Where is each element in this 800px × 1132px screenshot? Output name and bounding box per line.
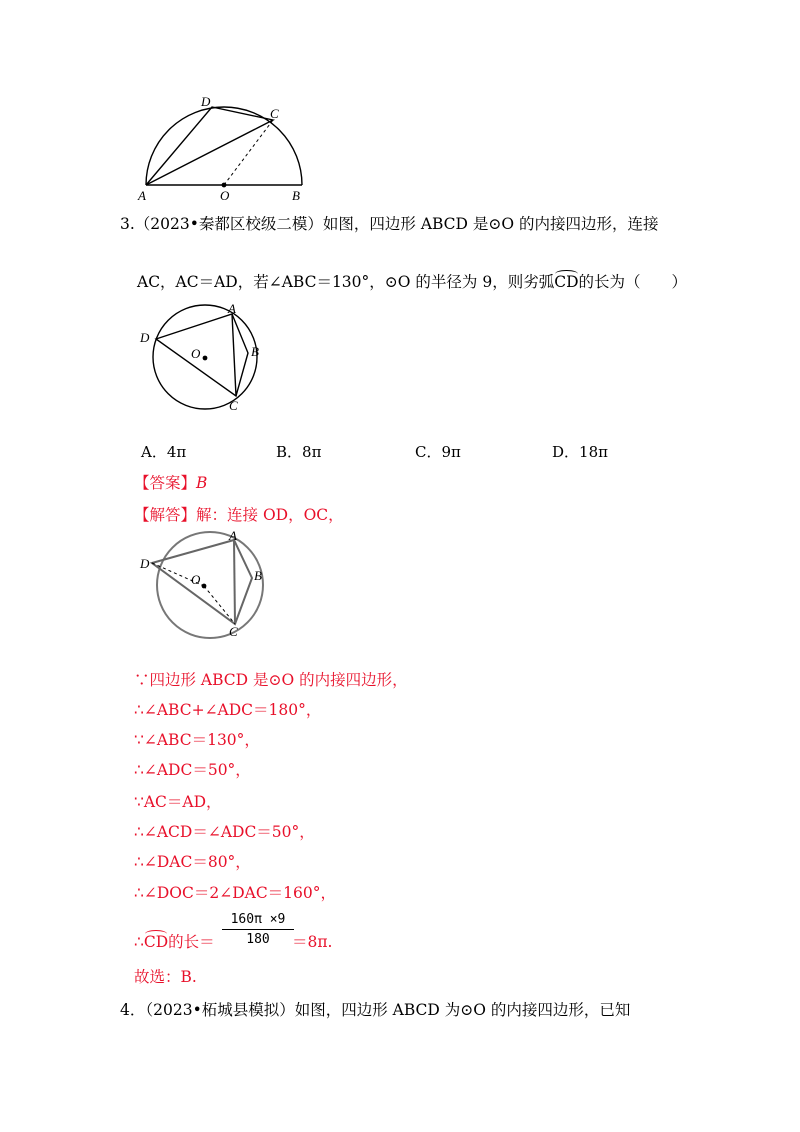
solution-step-7: ∴∠DAC＝80°，: [134, 853, 251, 871]
label-A: A: [138, 188, 146, 203]
solution-step-4: ∴∠ADC＝50°，: [134, 761, 251, 779]
svg-text:A: A: [229, 528, 237, 543]
q3-text-line1: （2023•秦都区校级二模）如图，四边形 ABCD 是⊙O 的内接四边形，连接: [134, 215, 659, 233]
fraction-denominator: 180: [246, 932, 270, 947]
answer-value: B: [196, 474, 208, 492]
answer-label: 【答案】: [134, 474, 197, 492]
option-c: C．9π: [415, 443, 461, 461]
label-O: O: [220, 188, 230, 203]
final-result: ＝8π.: [292, 933, 333, 951]
option-a: A．4π: [141, 443, 187, 461]
svg-text:C: C: [229, 624, 238, 639]
solution-intro: 【解答】解：连接 OD，OC，: [134, 506, 344, 524]
circle-figure-q3: [130, 300, 270, 418]
solution-step-1: ∵四边形 ABCD 是⊙O 的内接四边形，: [134, 671, 408, 689]
solution-step-2: ∴∠ABC+∠ADC＝180°，: [134, 701, 322, 719]
svg-text:B: B: [251, 344, 259, 359]
solution-label: 【解答】: [134, 506, 197, 524]
svg-text:B: B: [254, 568, 262, 583]
solution-step-5: ∵AC＝AD，: [134, 793, 222, 811]
q3-line2: AC，AC＝AD，若∠ABC＝130°，⊙O 的半径为 9，则劣弧CD的长为（ ）: [137, 273, 688, 291]
q3-line1: [120, 212, 659, 234]
svg-text:A: A: [228, 301, 236, 316]
solution-step-8: ∴∠DOC＝2∠DAC＝160°，: [134, 884, 337, 902]
option-b: B．8π: [276, 443, 322, 461]
label-C: C: [270, 106, 279, 121]
label-D: D: [201, 94, 211, 109]
arc-length-fraction: [222, 912, 294, 947]
svg-text:D: D: [140, 556, 150, 571]
arc-cd: CD: [554, 273, 579, 291]
svg-text:C: C: [229, 398, 238, 413]
semicircle-figure: [130, 92, 310, 204]
option-d: D．18π: [552, 443, 608, 461]
circle-figure-solution: [134, 528, 274, 640]
answer-line: [134, 471, 207, 493]
svg-text:O: O: [191, 346, 201, 361]
q4-number: 4．: [120, 1001, 146, 1019]
solution-step-6: ∴∠ACD＝∠ADC＝50°，: [134, 823, 315, 841]
conclusion: 故选：B.: [134, 968, 197, 986]
arc-cd-final: CD: [143, 933, 169, 951]
q3-number: 3.: [120, 215, 135, 233]
solution-step-3: ∵∠ABC＝130°，: [134, 731, 260, 749]
svg-text:O: O: [191, 572, 201, 587]
fraction-numerator: 160π ×9: [222, 912, 294, 930]
svg-text:D: D: [140, 330, 150, 345]
final-step: ∴CD的长＝: [134, 933, 215, 951]
q4-line1: 4．（2023•柘城县模拟）如图，四边形 ABCD 为⊙O 的内接四边形，已知: [120, 1001, 631, 1019]
label-B: B: [292, 188, 300, 203]
